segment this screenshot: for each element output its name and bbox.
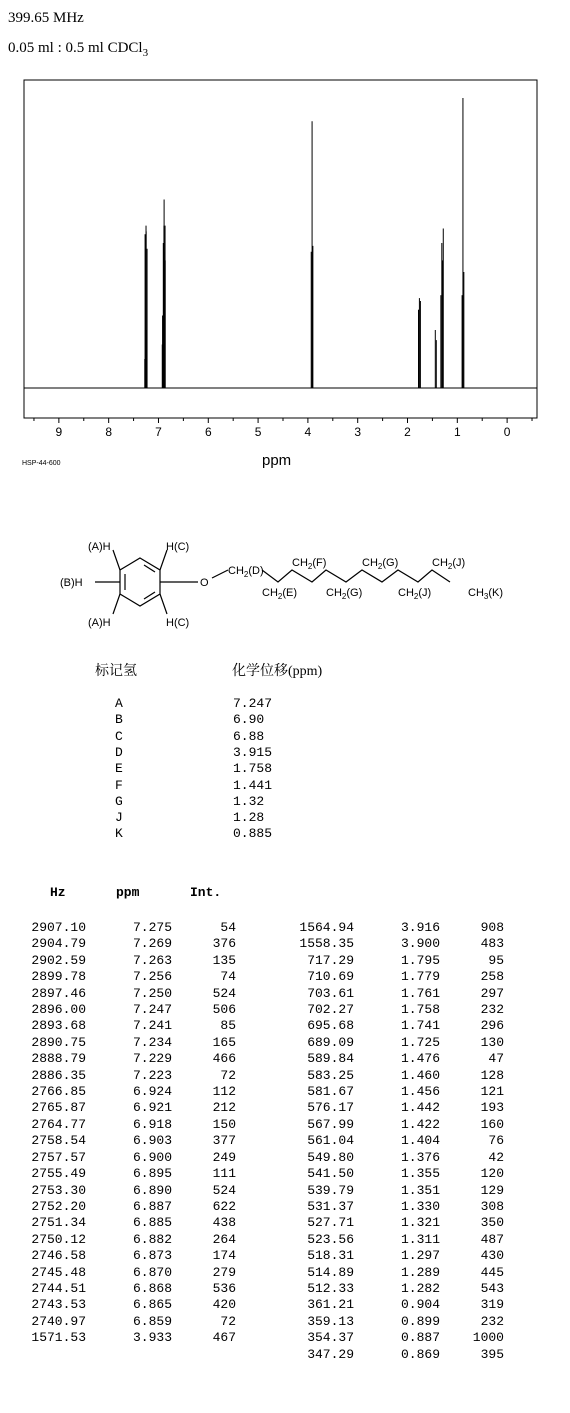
peak-ppm: 6.868: [132, 1280, 172, 1296]
peak-row: [290, 1166, 504, 1182]
peak-ppm: 6.895: [132, 1166, 172, 1182]
peak-intensity: 232: [480, 1313, 504, 1329]
peak-hz: 2744.51: [31, 1280, 86, 1296]
peak-hz: 2757.57: [31, 1149, 86, 1165]
peak-intensity: 120: [480, 1166, 504, 1182]
peak-ppm: 6.903: [132, 1133, 172, 1149]
peak-hz: 2746.58: [31, 1248, 86, 1264]
peak-row: [290, 1068, 504, 1084]
peak-intensity: 487: [480, 1231, 504, 1247]
peak-intensity: 258: [480, 969, 504, 985]
peak-hz: 576.17: [307, 1100, 354, 1116]
peak-hz: 581.67: [307, 1084, 354, 1100]
peak-row: [290, 1002, 504, 1018]
peak-hz: 361.21: [307, 1297, 354, 1313]
assignment-header-label: 标记氢: [95, 664, 137, 679]
peak-table-right: [290, 920, 504, 1363]
assignment-label: F: [115, 777, 123, 793]
assignment-label: G: [115, 793, 123, 809]
peak-ppm: 1.442: [400, 1100, 440, 1116]
peak-row: [22, 1035, 236, 1051]
peak-row: [290, 1183, 504, 1199]
peak-ppm: 1.311: [400, 1231, 440, 1247]
peak-ppm: 6.921: [132, 1100, 172, 1116]
peak-intensity: 622: [212, 1198, 236, 1214]
peak-row: [22, 1002, 236, 1018]
molecule-structure: [0, 520, 570, 660]
peak-hz: 561.04: [307, 1133, 354, 1149]
peak-hz: 2888.79: [31, 1051, 86, 1067]
assignment-label: E: [115, 761, 123, 777]
x-tick-label: 7: [155, 425, 162, 439]
peak-hz: 1571.53: [31, 1330, 86, 1346]
peak-ppm: 6.887: [132, 1198, 172, 1214]
peak-header-ppm: ppm: [116, 885, 140, 900]
peak-hz: 1558.35: [299, 936, 354, 952]
peak-hz: 539.79: [307, 1182, 354, 1198]
peak-ppm: 0.887: [400, 1330, 440, 1346]
peak-row: [22, 1232, 236, 1248]
x-tick-label: 1: [453, 425, 461, 439]
peak-intensity: 483: [480, 936, 504, 952]
chain-group-label: $CH_2(G)$: [326, 587, 363, 601]
peak-ppm: 7.241: [132, 1018, 172, 1034]
peak-intensity: 430: [480, 1248, 504, 1264]
peak-hz: 2740.97: [31, 1313, 86, 1329]
spectrum-code: HSP-44-600: [22, 460, 61, 467]
peak-row: [290, 1330, 504, 1346]
peak-row: [22, 1215, 236, 1231]
sample-conditions: [8, 40, 148, 59]
peak-row: [290, 920, 504, 936]
peak-row: [290, 1133, 504, 1149]
peak-row: [290, 1117, 504, 1133]
peak-hz: 354.37: [307, 1330, 354, 1346]
assignment-label: C: [115, 728, 123, 744]
peak-intensity: 121: [480, 1084, 504, 1100]
peak-ppm: 1.355: [400, 1166, 440, 1182]
bond-h-a-bottom: [113, 594, 120, 614]
peak-intensity: 466: [212, 1051, 236, 1067]
peak-intensity: 249: [212, 1149, 236, 1165]
peak-intensity: 297: [480, 985, 504, 1001]
peak-hz: 2897.46: [31, 985, 86, 1001]
peak-ppm: 6.859: [132, 1313, 172, 1329]
peak-row: [22, 1068, 236, 1084]
peak-ppm: 1.297: [400, 1248, 440, 1264]
peak-intensity: 111: [212, 1166, 236, 1182]
peak-row: [290, 969, 504, 985]
peak-ppm: 7.275: [132, 920, 172, 935]
peak-row: [290, 1297, 504, 1313]
peak-hz: 2765.87: [31, 1100, 86, 1116]
peak-intensity: 72: [220, 1067, 236, 1083]
peak-ppm: 1.321: [400, 1215, 440, 1231]
peak-row: [22, 936, 236, 952]
x-tick-label: 8: [105, 425, 113, 439]
peak-hz: 2904.79: [31, 936, 86, 952]
structure-atom-label: H(C): [166, 541, 190, 553]
peak-row: [290, 936, 504, 952]
peak-hz: 2766.85: [31, 1084, 86, 1100]
peak-hz: 702.27: [307, 1002, 354, 1018]
peak-row: [22, 1199, 236, 1215]
structure-atom-label: (A)H: [88, 541, 111, 553]
peak-row: [290, 1281, 504, 1297]
peak-row: [22, 1084, 236, 1100]
x-axis-label: ppm: [262, 452, 292, 469]
peak-hz: 703.61: [307, 985, 354, 1001]
peak-intensity: 467: [212, 1330, 236, 1346]
assignment-shift: 1.758: [233, 761, 273, 777]
assignment-label: J: [115, 810, 123, 826]
peak-ppm: 7.234: [132, 1034, 172, 1050]
peak-intensity: 193: [480, 1100, 504, 1116]
peak-row: [22, 1051, 236, 1067]
peak-intensity: 130: [480, 1034, 504, 1050]
peak-hz: 2750.12: [31, 1231, 86, 1247]
peak-hz: 2907.10: [31, 920, 86, 935]
chain-group-label: $CH_2(G)$: [362, 557, 399, 571]
peak-intensity: 95: [488, 952, 504, 968]
peak-ppm: 3.916: [400, 920, 440, 935]
peak-ppm: 7.250: [132, 985, 172, 1001]
peak-intensity: 1000: [472, 1330, 504, 1346]
peak-hz: 2758.54: [31, 1133, 86, 1149]
peak-hz: 2893.68: [31, 1018, 86, 1034]
assignment-label: B: [115, 712, 123, 728]
bond-h-a-top: [113, 550, 120, 570]
peak-row: [22, 1281, 236, 1297]
peak-row: [22, 986, 236, 1002]
peak-ppm: 1.351: [400, 1182, 440, 1198]
assignment-shift: 7.247: [233, 696, 273, 711]
bond-h-c-bottom: [160, 594, 167, 614]
peak-hz: 2753.30: [31, 1182, 86, 1198]
ring-outline: [120, 558, 160, 606]
peak-hz: 2890.75: [31, 1034, 86, 1050]
peak-hz: 2899.78: [31, 969, 86, 985]
peak-ppm: 1.330: [400, 1198, 440, 1214]
peak-hz: 549.80: [307, 1149, 354, 1165]
peak-row: [290, 986, 504, 1002]
x-tick-label: 6: [204, 425, 212, 439]
peak-intensity: 129: [480, 1182, 504, 1198]
structure-atom-label: (B)H: [60, 577, 83, 589]
peak-ppm: 1.779: [400, 969, 440, 985]
peak-row: [290, 1265, 504, 1281]
peak-row: [290, 1314, 504, 1330]
peak-ppm: 6.924: [132, 1084, 172, 1100]
plot-frame: [24, 80, 537, 418]
peak-row: [22, 1314, 236, 1330]
peak-intensity: 506: [212, 1002, 236, 1018]
peak-ppm: 6.885: [132, 1215, 172, 1231]
nmr-spectrum-chart: [0, 70, 570, 480]
peak-ppm: 0.904: [400, 1297, 440, 1313]
assignment-shift: 6.88: [233, 728, 265, 744]
assignment-shift: 1.32: [233, 793, 265, 809]
peak-ppm: 6.900: [132, 1149, 172, 1165]
peak-ppm: 1.460: [400, 1067, 440, 1083]
assignment-shift: 3.915: [233, 744, 273, 760]
peak-hz: 689.09: [307, 1034, 354, 1050]
assignment-shift: 1.441: [233, 777, 273, 793]
peak-row: [290, 1215, 504, 1231]
x-tick-label: 0: [503, 425, 511, 439]
peak-row: [22, 1018, 236, 1034]
bond-o-ch2: [212, 570, 228, 578]
peak-hz: 2752.20: [31, 1198, 86, 1214]
peak-intensity: 319: [480, 1297, 504, 1313]
chain-group-label: $CH_2(J)$: [398, 587, 432, 601]
peak-intensity: 908: [480, 920, 504, 935]
structure-atom-label: (A)H: [88, 617, 111, 629]
peak-row: [290, 1232, 504, 1248]
peak-ppm: 7.247: [132, 1002, 172, 1018]
peak-ppm: 1.456: [400, 1084, 440, 1100]
peak-hz: 1564.94: [299, 920, 354, 935]
peak-row: [290, 1100, 504, 1116]
peak-ppm: 3.933: [132, 1330, 172, 1346]
peak-ppm: 1.376: [400, 1149, 440, 1165]
peak-row: [290, 1199, 504, 1215]
peak-hz: 589.84: [307, 1051, 354, 1067]
sample-conditions-subscript: 3: [142, 47, 149, 59]
peak-intensity: 150: [212, 1116, 236, 1132]
peak-intensity: 72: [220, 1313, 236, 1329]
peak-row: [22, 1297, 236, 1313]
assignment-shift: 1.28: [233, 810, 265, 826]
peak-ppm: 1.289: [400, 1264, 440, 1280]
peak-intensity: 377: [212, 1133, 236, 1149]
peak-row: [290, 1035, 504, 1051]
peak-row: [290, 1347, 504, 1363]
peak-ppm: 1.476: [400, 1051, 440, 1067]
peak-ppm: 1.795: [400, 952, 440, 968]
chain-group-label: $CH_3(K)$: [468, 587, 504, 601]
peak-row: [22, 1265, 236, 1281]
peak-intensity: 76: [488, 1133, 504, 1149]
peak-hz: 514.89: [307, 1264, 354, 1280]
peak-row: [22, 1166, 236, 1182]
peak-ppm: 7.229: [132, 1051, 172, 1067]
peak-intensity: 42: [488, 1149, 504, 1165]
peak-row: [22, 1183, 236, 1199]
peak-intensity: 232: [480, 1002, 504, 1018]
peak-intensity: 543: [480, 1280, 504, 1296]
peak-ppm: 7.263: [132, 952, 172, 968]
peak-hz: 710.69: [307, 969, 354, 985]
peak-intensity: 536: [212, 1280, 236, 1296]
peak-intensity: 47: [488, 1051, 504, 1067]
peak-intensity: 128: [480, 1067, 504, 1083]
peak-row: [22, 1133, 236, 1149]
peak-intensity: 350: [480, 1215, 504, 1231]
peak-hz: 541.50: [307, 1166, 354, 1182]
peak-row: [22, 1100, 236, 1116]
assignment-label: D: [115, 744, 123, 760]
chain-group-label: $CH_2(D)$: [228, 565, 264, 579]
peak-ppm: 7.269: [132, 936, 172, 952]
peak-row: [290, 1248, 504, 1264]
peak-row: [22, 920, 236, 936]
peak-ppm: 7.256: [132, 969, 172, 985]
peak-row: [22, 1248, 236, 1264]
peak-intensity: 376: [212, 936, 236, 952]
peak-hz: 2896.00: [31, 1002, 86, 1018]
peak-hz: 567.99: [307, 1116, 354, 1132]
peak-intensity: 445: [480, 1264, 504, 1280]
peak-hz: 2755.49: [31, 1166, 86, 1182]
peak-row: [290, 953, 504, 969]
peak-hz: 359.13: [307, 1313, 354, 1329]
peak-ppm: 1.282: [400, 1280, 440, 1296]
peak-hz: 2743.53: [31, 1297, 86, 1313]
alkyl-chain-bonds: [262, 570, 450, 582]
peak-header-int: Int.: [190, 885, 222, 900]
x-tick-label: 9: [55, 425, 63, 439]
assignment-shift: 0.885: [233, 826, 273, 842]
chain-group-label: $CH_2(F)$: [292, 557, 327, 571]
chain-group-label: $CH_2(E)$: [262, 587, 298, 601]
peak-intensity: 395: [480, 1346, 504, 1362]
peak-table-left: [22, 920, 236, 1347]
peak-ppm: 6.873: [132, 1248, 172, 1264]
peak-intensity: 112: [212, 1084, 236, 1100]
x-tick-label: 3: [354, 425, 362, 439]
peak-ppm: 0.869: [400, 1346, 440, 1362]
spectrometer-frequency: 399.65 MHz: [8, 10, 84, 26]
peak-row: [22, 969, 236, 985]
assignment-header-shift: 化学位移(ppm): [232, 664, 323, 679]
peak-ppm: 6.918: [132, 1116, 172, 1132]
peak-ppm: 6.890: [132, 1182, 172, 1198]
peak-hz: 2751.34: [31, 1215, 86, 1231]
peak-intensity: 74: [220, 969, 236, 985]
chain-group-label: $CH_2(J)$: [432, 557, 466, 571]
peak-hz: 527.71: [307, 1215, 354, 1231]
peak-hz: 512.33: [307, 1280, 354, 1296]
x-tick-label: 5: [254, 425, 262, 439]
peak-hz: 583.25: [307, 1067, 354, 1083]
peak-intensity: 212: [212, 1100, 236, 1116]
peak-hz: 523.56: [307, 1231, 354, 1247]
peak-ppm: 6.865: [132, 1297, 172, 1313]
peak-row: [290, 1051, 504, 1067]
peak-intensity: 160: [480, 1116, 504, 1132]
peak-hz: 531.37: [307, 1198, 354, 1214]
peak-row: [290, 1150, 504, 1166]
structure-atom-label: O: [200, 577, 209, 589]
assignment-label: K: [115, 826, 123, 842]
peak-ppm: 1.761: [400, 985, 440, 1001]
peak-row: [22, 1330, 236, 1346]
peak-row: [22, 1117, 236, 1133]
peak-header-hz: Hz: [50, 885, 66, 900]
structure-atom-label: H(C): [166, 617, 190, 629]
peak-row: [290, 1084, 504, 1100]
peak-hz: 2764.77: [31, 1116, 86, 1132]
peak-ppm: 6.870: [132, 1264, 172, 1280]
peak-ppm: 1.741: [400, 1018, 440, 1034]
peak-ppm: 7.223: [132, 1067, 172, 1083]
peak-ppm: 3.900: [400, 936, 440, 952]
peak-intensity: 85: [220, 1018, 236, 1034]
peak-hz: 695.68: [307, 1018, 354, 1034]
peak-ppm: 6.882: [132, 1231, 172, 1247]
peak-ppm: 1.422: [400, 1116, 440, 1132]
peak-intensity: 438: [212, 1215, 236, 1231]
peak-intensity: 174: [212, 1248, 236, 1264]
peak-intensity: 54: [220, 920, 236, 935]
peak-intensity: 420: [212, 1297, 236, 1313]
peak-hz: 2902.59: [31, 952, 86, 968]
peak-intensity: 524: [212, 1182, 236, 1198]
peak-intensity: 279: [212, 1264, 236, 1280]
peak-row: [290, 1018, 504, 1034]
peak-intensity: 308: [480, 1198, 504, 1214]
peak-ppm: 1.404: [400, 1133, 440, 1149]
assignment-label: A: [115, 696, 123, 711]
peak-intensity: 524: [212, 985, 236, 1001]
peak-row: [22, 1150, 236, 1166]
peak-hz: 347.29: [307, 1346, 354, 1362]
peak-intensity: 165: [212, 1034, 236, 1050]
x-tick-label: 2: [404, 425, 411, 439]
peak-hz: 717.29: [307, 952, 354, 968]
peak-hz: 518.31: [307, 1248, 354, 1264]
peak-ppm: 1.725: [400, 1034, 440, 1050]
peak-ppm: 0.899: [400, 1313, 440, 1329]
bond-h-c-top: [160, 550, 167, 570]
peak-intensity: 264: [212, 1231, 236, 1247]
sample-conditions-text: 0.05 ml : 0.5 ml CDCl: [8, 40, 143, 56]
peak-intensity: 296: [480, 1018, 504, 1034]
peak-ppm: 1.758: [400, 1002, 440, 1018]
peak-intensity: 135: [212, 952, 236, 968]
peak-row: [22, 953, 236, 969]
peak-hz: 2886.35: [31, 1067, 86, 1083]
peak-hz: 2745.48: [31, 1264, 86, 1280]
x-tick-label: 4: [304, 425, 312, 439]
assignment-shift: 6.90: [233, 712, 265, 728]
